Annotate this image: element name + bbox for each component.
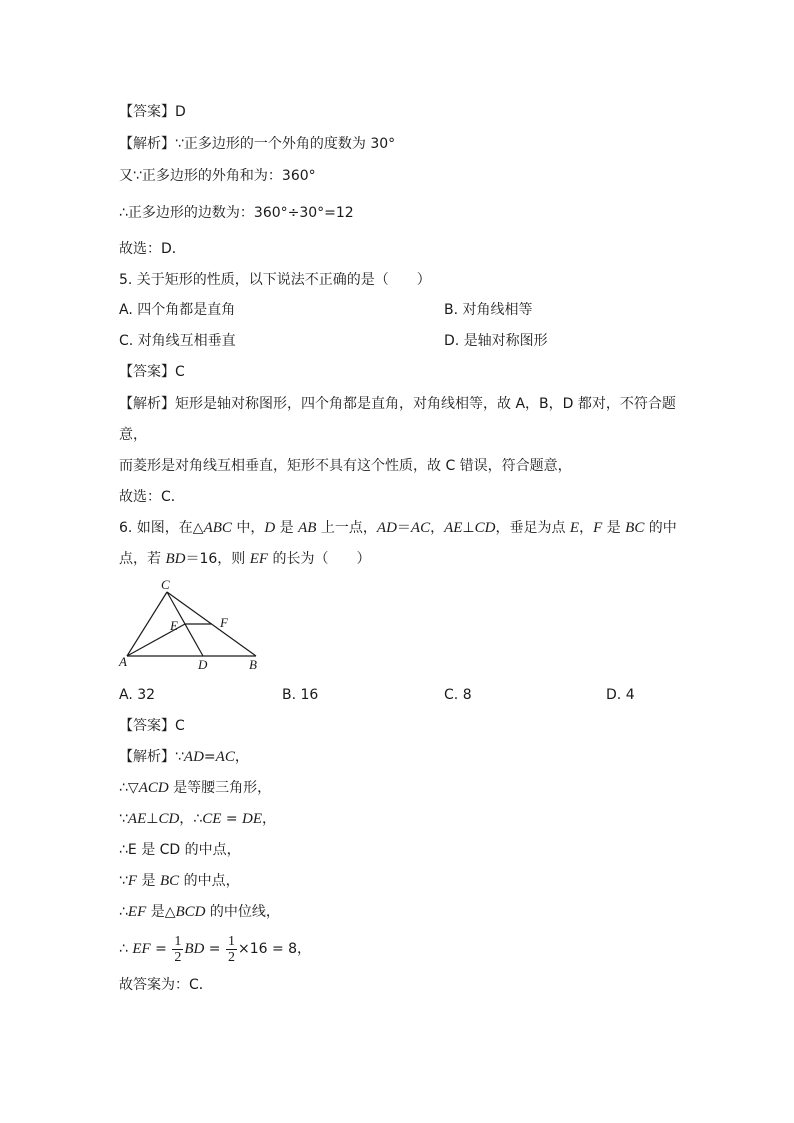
q5-analysis-line-3: 而菱形是对角线互相垂直，矩形不具有这个性质，故 C 错误，符合题意， bbox=[119, 458, 572, 474]
analysis-label: 【解析】 bbox=[119, 136, 175, 152]
q5-option-c: C. 对角线互相垂直 bbox=[119, 333, 236, 349]
label-a: A bbox=[119, 654, 127, 669]
q4-analysis-line-1: 【解析】∵正多边形的一个外角的度数为 30° bbox=[119, 136, 396, 152]
q6-analysis-line-5: ∵F 是 BC 的中点， bbox=[119, 873, 240, 889]
q4-analysis-line-2: 又∵正多边形的外角和为：360° bbox=[119, 168, 316, 184]
q6-analysis-line-6: ∴EF 是△BCD 的中位线， bbox=[119, 904, 280, 920]
q4-analysis-line-3: ∴正多边形的边数为：360°÷30°=12 bbox=[119, 205, 354, 221]
label-f: F bbox=[220, 615, 228, 630]
label-e: E bbox=[170, 618, 178, 633]
q6-analysis-line-1: 【解析】∵AD=AC， bbox=[119, 749, 249, 765]
answer-label: 【答案】 bbox=[119, 104, 175, 120]
q5-option-a: A. 四个角都是直角 bbox=[119, 302, 236, 318]
q6-option-c: C. 8 bbox=[444, 687, 472, 703]
fraction-one-half: $\frac{1}{2}$ bbox=[227, 933, 235, 965]
q4-analysis-line-4: 故选：D． bbox=[119, 241, 186, 257]
q6-analysis-line-4: ∴E 是 CD 的中点， bbox=[119, 842, 241, 858]
label-c: C bbox=[161, 578, 170, 592]
segment-ca bbox=[127, 592, 167, 656]
answer-value: D bbox=[175, 104, 186, 120]
q6-option-d: D. 4 bbox=[606, 687, 635, 703]
q6-analysis-line-8: 故答案为：C． bbox=[119, 977, 213, 993]
q4-answer-line bbox=[119, 102, 186, 122]
q6-analysis-line-2: ∴▽ACD 是等腰三角形， bbox=[119, 780, 272, 796]
q5-option-b: B. 对角线相等 bbox=[444, 302, 533, 318]
label-b: B bbox=[249, 657, 257, 672]
q5-analysis-line-4: 故选：C． bbox=[119, 489, 185, 505]
q5-analysis-line-2: 意， bbox=[119, 427, 147, 443]
q6-option-b: B. 16 bbox=[282, 687, 319, 703]
q5-question: 5. 关于矩形的性质，以下说法不正确的是（ ） bbox=[119, 272, 431, 288]
fraction-one-half: $\frac{1}{2}$ bbox=[174, 933, 182, 965]
q6-analysis-line-7: ∴ EF = $\frac{1}{2}$ BD = $\frac{1}{2}$ ×16 = 8， bbox=[119, 933, 312, 965]
q6-option-a: A. 32 bbox=[119, 687, 156, 703]
q6-analysis-line-3: ∵AE⊥CD，∴CE = DE， bbox=[119, 811, 277, 827]
q5-analysis-line-1: 【解析】矩形是轴对称图形，四个角都是直角，对角线相等，故 A，B，D 都对，不符合题 bbox=[119, 396, 676, 412]
triangle-figure bbox=[110, 578, 270, 674]
q6-question-line-2: 点，若 BD＝16，则 EF 的长为（ ） bbox=[119, 551, 371, 567]
q6-answer-line: 【答案】C bbox=[119, 718, 185, 734]
q5-answer-line: 【答案】C bbox=[119, 364, 185, 380]
q5-option-d: D. 是轴对称图形 bbox=[444, 333, 548, 349]
label-d: D bbox=[198, 657, 208, 672]
q6-question-line-1: 6. 如图，在△ABC 中，D 是 AB 上一点，AD＝AC，AE⊥CD，垂足为点 E，F 是 BC 的中 bbox=[119, 520, 677, 536]
